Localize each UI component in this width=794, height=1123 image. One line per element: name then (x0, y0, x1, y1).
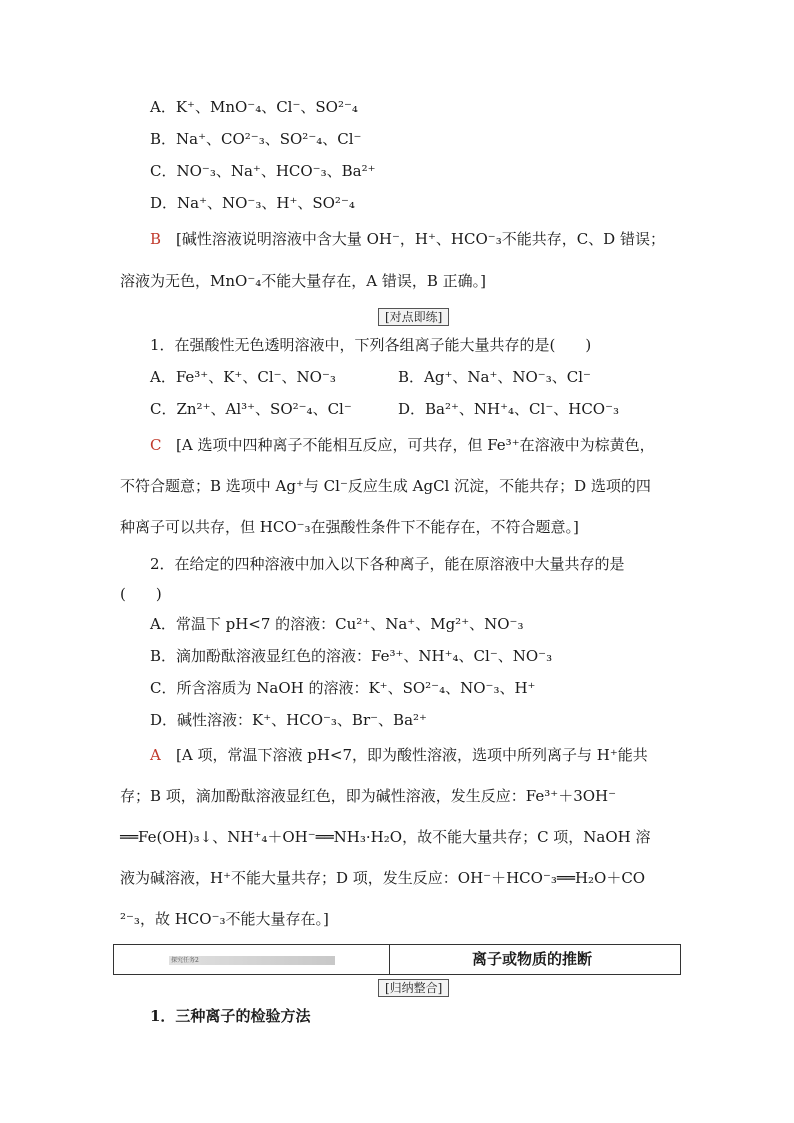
q2-option-d: D．碱性溶液：K⁺、HCO⁻₃、Br⁻、Ba²⁺ (150, 711, 427, 729)
q2-option-a: A．常温下 pH<7 的溶液：Cu²⁺、Na⁺、Mg²⁺、NO⁻₃ (150, 615, 524, 633)
q1-option-c: C．Zn²⁺、Al³⁺、SO²⁻₄、Cl⁻ (150, 400, 352, 418)
practice-tag: [对点即练] (378, 308, 449, 326)
q2-answer-line-5: ²⁻₃，故 HCO⁻₃不能大量存在。] (120, 910, 329, 928)
example-option-a: A．K⁺、MnO⁻₄、Cl⁻、SO²⁻₄ (150, 98, 358, 116)
q2-answer-line-2: 存；B 项，滴加酚酞溶液显红色，即为碱性溶液，发生反应：Fe³⁺＋3OH⁻ (120, 787, 617, 805)
example-option-b: B．Na⁺、CO²⁻₃、SO²⁻₄、Cl⁻ (150, 130, 362, 148)
q2-answer-line-1: [A 项，常温下溶液 pH<7，即为酸性溶液，选项中所列离子与 H⁺能共 (176, 746, 648, 764)
q1-answer-line-3: 种离子可以共存，但 HCO⁻₃在强酸性条件下不能存在，不符合题意。] (120, 518, 579, 536)
q1-option-a: A．Fe³⁺、K⁺、Cl⁻、NO⁻₃ (150, 368, 336, 386)
q2-option-c: C．所含溶质为 NaOH 的溶液：K⁺、SO²⁻₄、NO⁻₃、H⁺ (150, 679, 536, 697)
q1-answer-line-1: [A 选项中四种离子不能相互反应，可共存，但 Fe³⁺在溶液中为棕黄色， (176, 436, 655, 454)
q2-stem-line-1: 2．在给定的四种溶液中加入以下各种离子，能在原溶液中大量共存的是 (150, 555, 625, 573)
q1-option-b: B．Ag⁺、Na⁺、NO⁻₃、Cl⁻ (398, 368, 591, 386)
q1-option-d: D．Ba²⁺、NH⁺₄、Cl⁻、HCO⁻₃ (398, 400, 620, 418)
example-option-c: C．NO⁻₃、Na⁺、HCO⁻₃、Ba²⁺ (150, 162, 376, 180)
q2-stem-line-2: ( ) (120, 585, 162, 603)
example-option-d: D．Na⁺、NO⁻₃、H⁺、SO²⁻₄ (150, 194, 355, 212)
example-answer-letter: B (150, 230, 162, 248)
summary-tag: [归纳整合] (378, 979, 449, 997)
task-title: 离子或物质的推断 (472, 950, 593, 968)
q1-answer-line-2: 不符合题意；B 选项中 Ag⁺与 Cl⁻反应生成 AgCl 沉淀，不能共存；D 选项的四 (120, 477, 651, 495)
q1-answer-letter: C (150, 436, 162, 454)
task-banner: 探究任务2 (169, 956, 335, 965)
q1-stem: 1．在强酸性无色透明溶液中，下列各组离子能大量共存的是( ) (150, 336, 592, 354)
task-divider (389, 945, 390, 974)
q2-answer-letter: A (150, 746, 161, 764)
q2-option-b: B．滴加酚酞溶液显红色的溶液：Fe³⁺、NH⁺₄、Cl⁻、NO⁻₃ (150, 647, 553, 665)
q2-answer-line-4: 液为碱溶液，H⁺不能大量共存；D 项，发生反应：OH⁻＋HCO⁻₃══H₂O＋CO (120, 869, 646, 887)
task-header-box (113, 944, 681, 975)
example-answer-line-1: [碱性溶液说明溶液中含大量 OH⁻，H⁺、HCO⁻₃不能共存，C、D 错误； (176, 230, 665, 248)
section-1-heading: 1．三种离子的检验方法 (150, 1007, 311, 1025)
example-answer-line-2: 溶液为无色，MnO⁻₄不能大量存在，A 错误，B 正确。] (120, 272, 486, 290)
q2-answer-line-3: ══Fe(OH)₃↓、NH⁺₄＋OH⁻══NH₃·H₂O，故不能大量共存；C 项，NaOH 溶 (120, 828, 651, 846)
